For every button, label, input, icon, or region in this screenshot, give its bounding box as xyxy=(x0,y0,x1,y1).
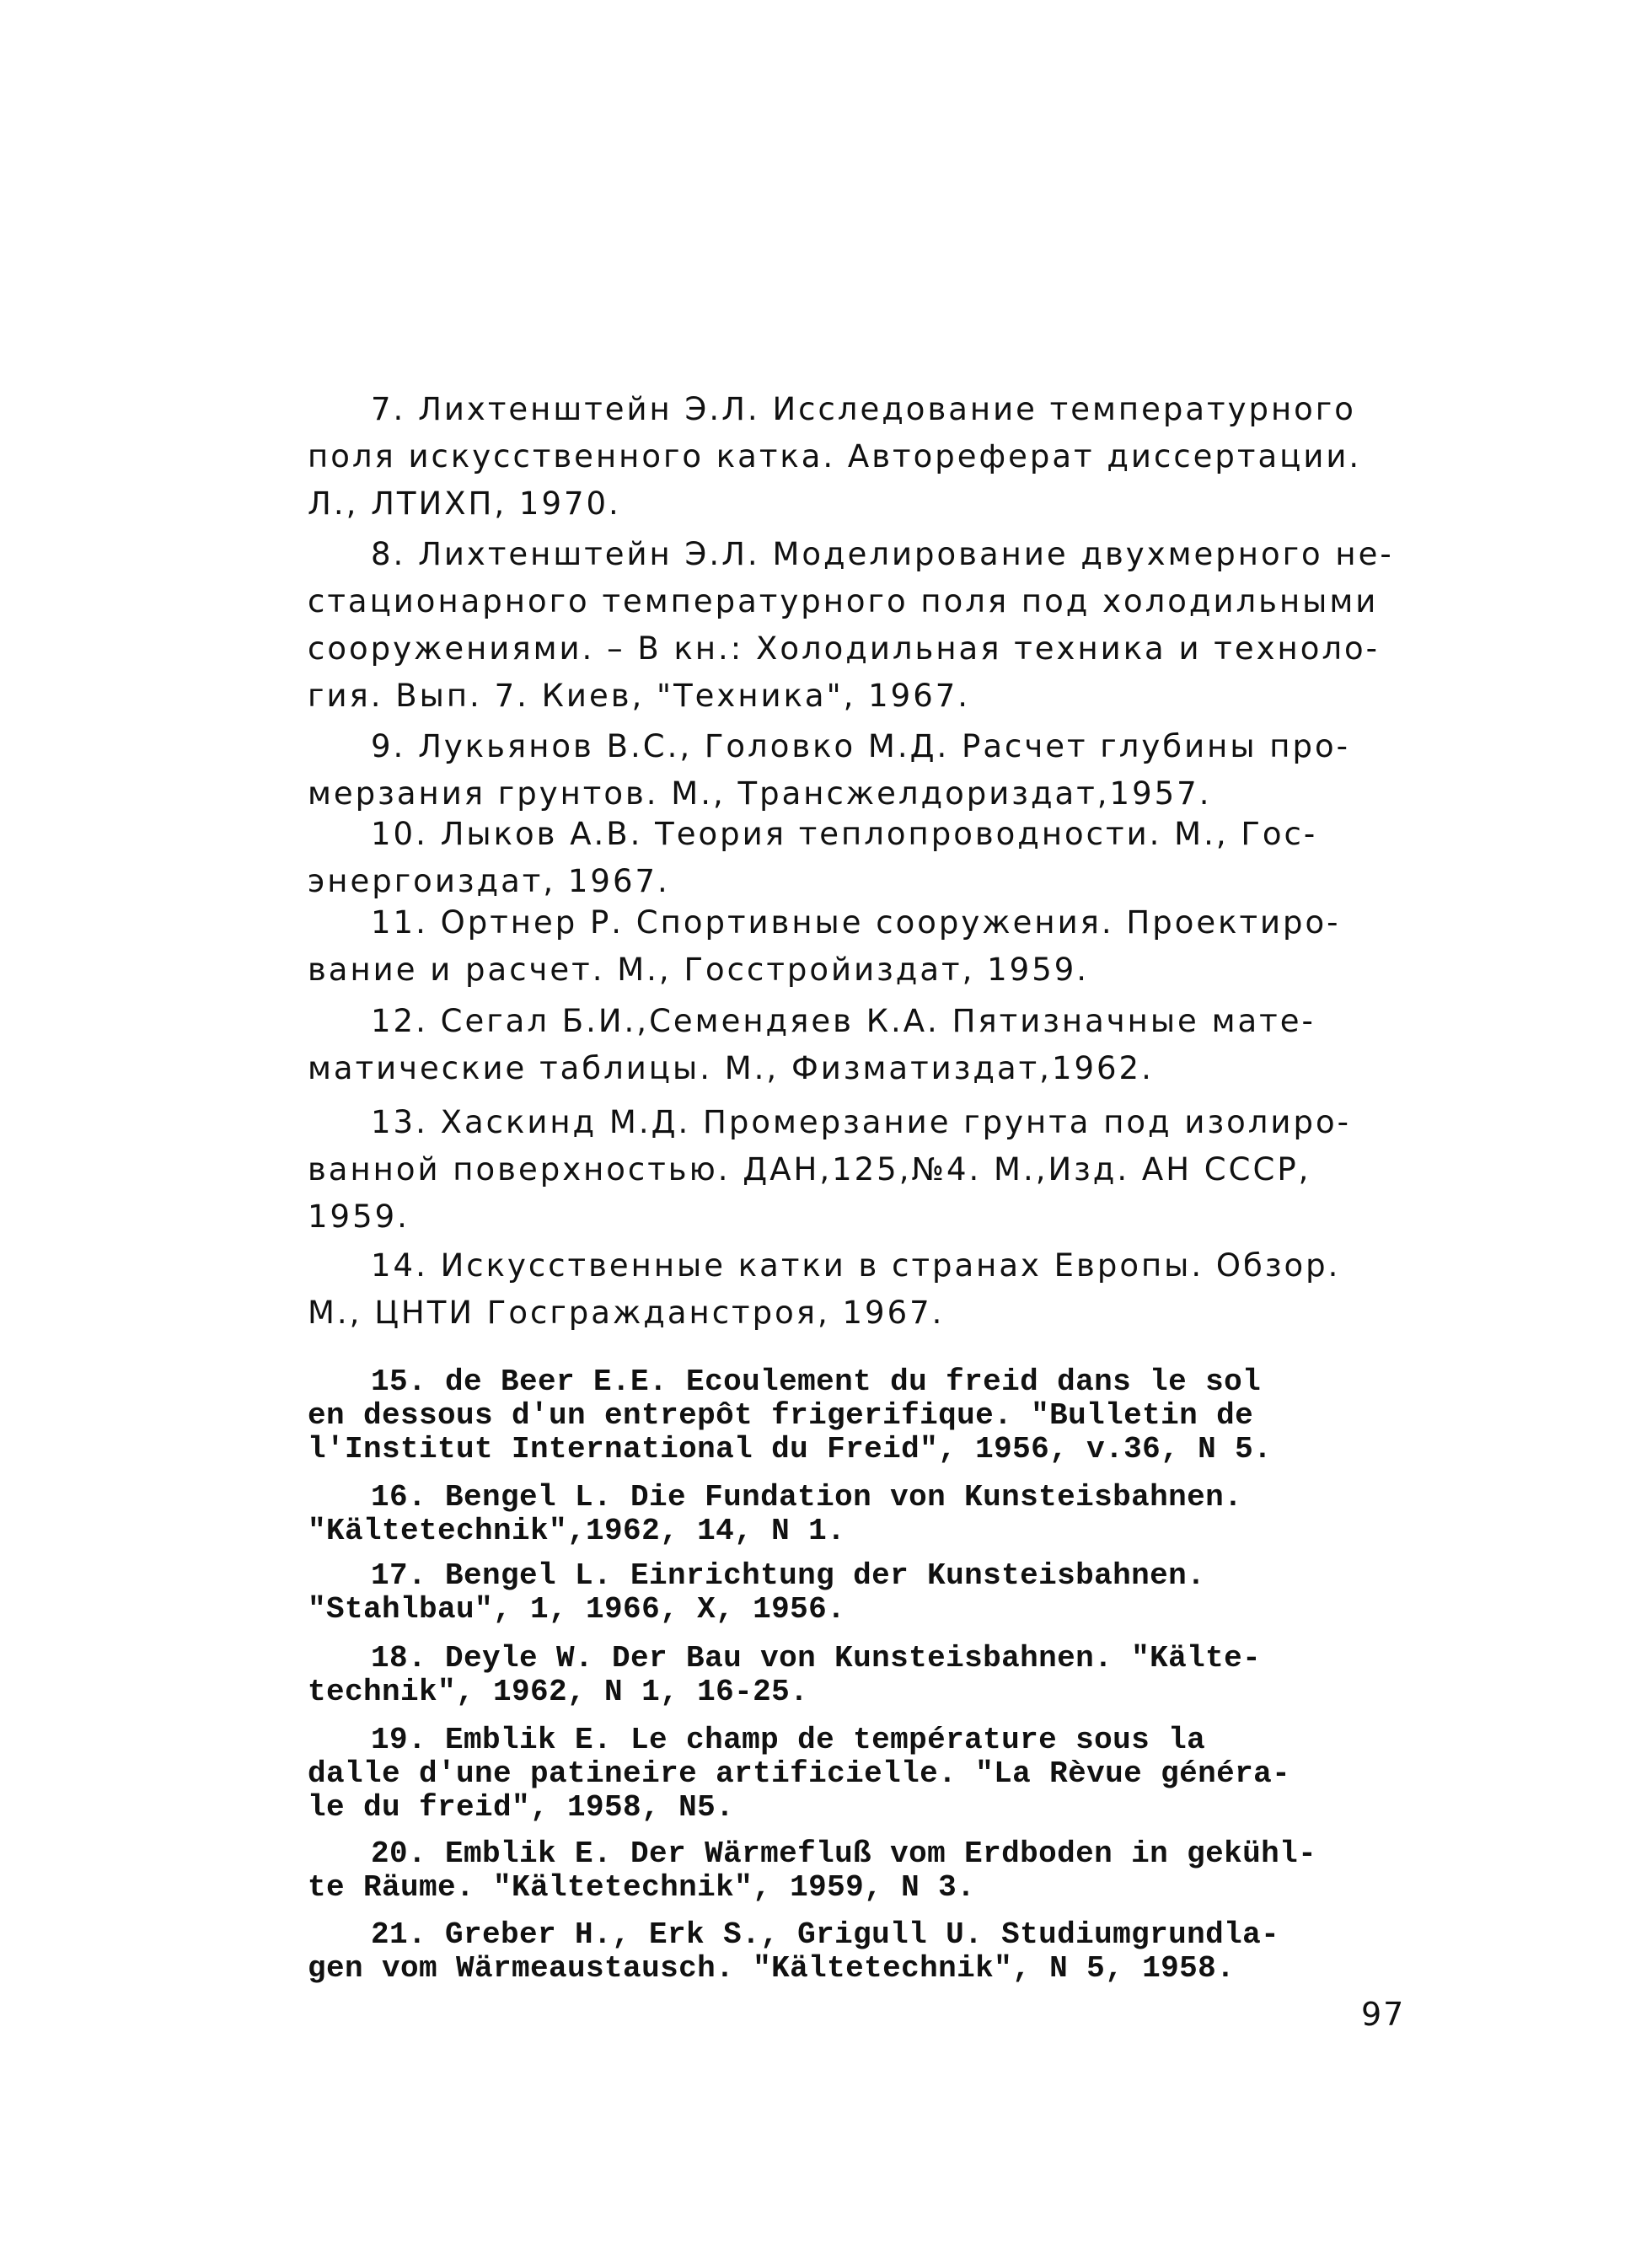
ref-line: 11. Ортнер Р. Спортивные сооружения. Проектиро- xyxy=(371,904,1341,941)
ref-line: te Räume. "Kältetechnik", 1959, N 3. xyxy=(308,1871,976,1905)
ref-line: 10. Лыков А.В. Теория теплопроводности. М., Гос- xyxy=(371,816,1318,852)
ref-line: стационарного температурного поля под холодильными xyxy=(308,583,1379,619)
ref-line: 18. Deyle W. Der Bau von Kunsteisbahnen. "Kälte- xyxy=(371,1642,1262,1676)
ref-line: 7. Лихтенштейн Э.Л. Исследование температурного xyxy=(371,391,1356,427)
ref-line: 1959. xyxy=(308,1198,410,1235)
ref-line: "Stahlbau", 1, 1966, X, 1956. xyxy=(308,1593,846,1627)
reference-11 xyxy=(308,899,1407,994)
reference-7 xyxy=(308,386,1407,528)
ref-line: 17. Bengel L. Einrichtung der Kunsteisbahnen. xyxy=(371,1559,1206,1593)
ref-line: поля искусственного катка. Автореферат диссертации. xyxy=(308,438,1362,475)
reference-8 xyxy=(308,531,1407,720)
ref-line: dalle d'une patineire artificielle. "La Rèvue généra- xyxy=(308,1757,1291,1791)
reference-10 xyxy=(308,811,1407,905)
ref-line: вание и расчет. М., Госстройиздат, 1959. xyxy=(308,952,1090,988)
ref-line: 8. Лихтенштейн Э.Л. Моделирование двухмерного не- xyxy=(371,536,1394,572)
reference-20 xyxy=(308,1837,1407,1905)
ref-line: М., ЦНТИ Госгражданстроя, 1967. xyxy=(308,1295,945,1331)
ref-line: ванной поверхностью. ДАН,125,№4. М.,Изд. АН СССР, xyxy=(308,1151,1311,1188)
ref-line: gen vom Wärmeaustausch. "Kältetechnik", N 5, 1958. xyxy=(308,1952,1236,1986)
ref-line: Л., ЛТИХП, 1970. xyxy=(308,485,621,522)
ref-line: 14. Искусственные катки в странах Европы. Обзор. xyxy=(371,1247,1341,1284)
ref-line: 19. Emblik E. Le champ de température sous la xyxy=(371,1724,1206,1757)
reference-9 xyxy=(308,723,1407,818)
reference-21 xyxy=(308,1918,1407,1986)
ref-line: матические таблицы. М., Физматиздат,1962. xyxy=(308,1050,1154,1086)
ref-line: en dessous d'un entrepôt frigerifique. "Bulletin de xyxy=(308,1399,1254,1433)
ref-line: 20. Emblik E. Der Wärmefluß vom Erdboden in gekühl- xyxy=(371,1837,1317,1871)
ref-line: technik", 1962, N 1, 16-25. xyxy=(308,1676,809,1709)
ref-line: гия. Вып. 7. Киев, "Техника", 1967. xyxy=(308,678,971,714)
ref-line: le du freid", 1958, N5. xyxy=(308,1791,735,1825)
ref-line: мерзания грунтов. М., Трансжелдориздат,1957. xyxy=(308,775,1212,812)
ref-line: 16. Bengel L. Die Fundation von Kunsteisbahnen. xyxy=(371,1481,1243,1515)
reference-18 xyxy=(308,1642,1407,1709)
ref-line: "Kältetechnik",1962, 14, N 1. xyxy=(308,1515,846,1548)
reference-19 xyxy=(308,1724,1407,1825)
ref-line: l'Institut International du Freid", 1956, v.36, N 5. xyxy=(308,1433,1273,1466)
page-number: 97 xyxy=(1361,1996,1406,2033)
ref-line: сооружениями. – В кн.: Холодильная техника и техноло- xyxy=(308,630,1380,667)
reference-13 xyxy=(308,1099,1407,1241)
ref-line: 21. Greber H., Erk S., Grigull U. Studiumgrundla- xyxy=(371,1918,1280,1952)
ref-line: 12. Сегал Б.И.,Семендяев К.А. Пятизначные мате- xyxy=(371,1003,1316,1039)
reference-16 xyxy=(308,1481,1407,1548)
ref-line: 9. Лукьянов В.С., Головко М.Д. Расчет глубины про- xyxy=(371,728,1350,764)
reference-12 xyxy=(308,998,1407,1092)
reference-14 xyxy=(308,1242,1407,1337)
ref-line: 15. de Beer E.E. Ecoulement du freid dans le sol xyxy=(371,1365,1262,1399)
reference-17 xyxy=(308,1559,1407,1627)
ref-line: 13. Хаскинд М.Д. Промерзание грунта под изолиро- xyxy=(371,1104,1351,1140)
ref-line: энергоиздат, 1967. xyxy=(308,863,670,899)
reference-15 xyxy=(308,1365,1407,1466)
